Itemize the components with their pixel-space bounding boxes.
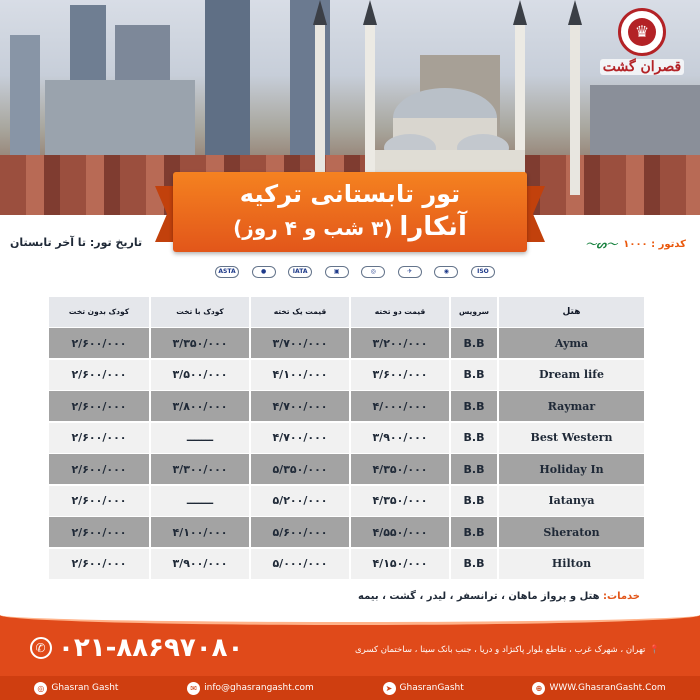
telegram-icon: ➤: [383, 682, 396, 695]
cell-single: ۵/۶۰۰/۰۰۰: [251, 517, 349, 547]
cell-service: B.B: [451, 391, 497, 421]
contact-bar: [0, 676, 700, 700]
phone-icon: ✆: [30, 637, 52, 659]
cell-service: B.B: [451, 486, 497, 516]
address: [355, 645, 660, 655]
col-hotel: هتل: [499, 297, 644, 327]
globe-icon: ⊕: [532, 682, 545, 695]
location-pin-icon: 📍: [649, 645, 660, 655]
cell-child-no-bed: ۲/۶۰۰/۰۰۰: [49, 391, 149, 421]
cell-hotel: Ayma: [499, 328, 644, 358]
crest-icon: ♛: [628, 18, 656, 46]
cell-single: ۳/۷۰۰/۰۰۰: [251, 328, 349, 358]
cell-child-with-bed: ۳/۳۵۰/۰۰۰: [151, 328, 249, 358]
cell-double: ۴/۱۵۰/۰۰۰: [351, 549, 449, 579]
col-child-no-bed: کودک بدون تخت: [49, 297, 149, 327]
col-double: قیمت دو تخته: [351, 297, 449, 327]
cell-child-no-bed: ۲/۶۰۰/۰۰۰: [49, 360, 149, 390]
footer-wave: [0, 615, 700, 625]
cell-child-with-bed: ـــــــ: [151, 423, 249, 453]
cell-single: ۴/۷۰۰/۰۰۰: [251, 423, 349, 453]
cell-hotel: Best Western: [499, 423, 644, 453]
phone-number[interactable]: [30, 633, 243, 663]
phone-text: ۰۲۱-۸۸۶۹۷۰۸۰: [58, 633, 244, 663]
cell-child-with-bed: ـــــــ: [151, 486, 249, 516]
services-line: [358, 591, 640, 602]
col-service: سرویس: [451, 297, 497, 327]
skyline-building: [10, 35, 40, 175]
cell-single: ۵/۳۵۰/۰۰۰: [251, 454, 349, 484]
badge-iata: IATA: [288, 266, 312, 278]
instagram-link[interactable]: [34, 682, 118, 695]
cell-single: ۴/۷۰۰/۰۰۰: [251, 391, 349, 421]
cell-child-with-bed: ۳/۵۰۰/۰۰۰: [151, 360, 249, 390]
agency-signature-icon: 〜ᔕ〜: [585, 238, 618, 251]
cell-child-no-bed: ۲/۶۰۰/۰۰۰: [49, 486, 149, 516]
skyline-building: [205, 0, 250, 175]
cell-double: ۳/۹۰۰/۰۰۰: [351, 423, 449, 453]
telegram-link[interactable]: [383, 682, 464, 695]
footer: [0, 615, 700, 700]
tour-code-block: [573, 236, 686, 252]
services-text: هتل و پرواز ماهان ، ترانسفر ، لیدر ، گشت ، بیمه: [358, 591, 600, 602]
table-row: [48, 517, 645, 549]
badge-wings-icon: ✈: [398, 266, 422, 278]
cell-hotel: Raymar: [499, 391, 644, 421]
cell-child-with-bed: ۳/۸۰۰/۰۰۰: [151, 391, 249, 421]
badge-certificate-icon: ▣: [325, 266, 349, 278]
cell-child-with-bed: ۳/۹۰۰/۰۰۰: [151, 549, 249, 579]
email-icon: ✉: [187, 682, 200, 695]
cell-single: ۵/۰۰۰/۰۰۰: [251, 549, 349, 579]
tour-subtitle: [173, 212, 527, 242]
badge-asta: ASTA: [215, 266, 239, 278]
cell-single: ۵/۲۰۰/۰۰۰: [251, 486, 349, 516]
table-row: [48, 359, 645, 391]
col-single: قیمت یک تخته: [251, 297, 349, 327]
brand-name: قصران گشت: [600, 59, 684, 75]
email-text: info@ghasrangasht.com: [204, 683, 314, 693]
cell-service: B.B: [451, 549, 497, 579]
table-row: [48, 454, 645, 486]
tour-city: آنکارا: [399, 212, 467, 242]
instagram-text: Ghasran Gasht: [51, 683, 119, 693]
cell-service: B.B: [451, 517, 497, 547]
cell-child-no-bed: ۲/۶۰۰/۰۰۰: [49, 423, 149, 453]
tour-code: کدتور : ۱۰۰۰: [623, 238, 686, 250]
badge-award-icon: ◎: [361, 266, 385, 278]
tour-title: تور تابستانی ترکیه: [239, 180, 461, 208]
col-child-with-bed: کودک با تخت: [151, 297, 249, 327]
table-row: [48, 422, 645, 454]
table-header: [48, 296, 645, 328]
instagram-icon: ◎: [34, 682, 47, 695]
badge-seal-icon: ●: [252, 266, 276, 278]
cell-single: ۴/۱۰۰/۰۰۰: [251, 360, 349, 390]
table-row: [48, 391, 645, 423]
table-row: [48, 328, 645, 360]
email-link[interactable]: [187, 682, 314, 695]
website-text: WWW.GhasranGasht.Com: [549, 683, 666, 693]
cell-child-no-bed: ۲/۶۰۰/۰۰۰: [49, 549, 149, 579]
cell-double: ۴/۳۵۰/۰۰۰: [351, 454, 449, 484]
cell-double: ۴/۰۰۰/۰۰۰: [351, 391, 449, 421]
cell-hotel: Holiday In: [499, 454, 644, 484]
cell-service: B.B: [451, 423, 497, 453]
table-row: [48, 485, 645, 517]
cell-double: ۳/۶۰۰/۰۰۰: [351, 360, 449, 390]
cell-child-no-bed: ۲/۶۰۰/۰۰۰: [49, 328, 149, 358]
tour-duration: (۳ شب و ۴ روز): [233, 216, 393, 240]
cell-child-with-bed: ۳/۳۰۰/۰۰۰: [151, 454, 249, 484]
cell-double: ۴/۳۵۰/۰۰۰: [351, 486, 449, 516]
price-table: [48, 296, 645, 580]
ribbon-body: [173, 172, 527, 252]
logo-emblem: [618, 8, 666, 56]
cell-hotel: Iatanya: [499, 486, 644, 516]
cell-child-with-bed: ۴/۱۰۰/۰۰۰: [151, 517, 249, 547]
tour-date: تاریخ تور: تا آخر تابستان: [10, 236, 143, 249]
cell-service: B.B: [451, 328, 497, 358]
badge-globe-icon: ◉: [434, 266, 458, 278]
title-ribbon: [155, 172, 545, 260]
badge-iso: ISO: [471, 266, 495, 278]
cell-service: B.B: [451, 360, 497, 390]
table-row: [48, 548, 645, 580]
cell-child-no-bed: ۲/۶۰۰/۰۰۰: [49, 454, 149, 484]
cell-double: ۳/۲۰۰/۰۰۰: [351, 328, 449, 358]
address-text: تهران ، شهرک غرب ، تقاطع بلوار پاکنژاد و دریا ، جنب بانک سینا ، ساختمان کسری: [355, 645, 646, 655]
brand-logo: [600, 8, 684, 75]
cell-hotel: Dream life: [499, 360, 644, 390]
cell-hotel: Hilton: [499, 549, 644, 579]
telegram-text: GhasranGasht: [399, 683, 464, 693]
cell-service: B.B: [451, 454, 497, 484]
website-link[interactable]: [532, 682, 665, 695]
services-label: خدمات:: [603, 591, 640, 602]
cell-double: ۴/۵۵۰/۰۰۰: [351, 517, 449, 547]
cell-child-no-bed: ۲/۶۰۰/۰۰۰: [49, 517, 149, 547]
certification-badges: [215, 264, 495, 280]
cell-hotel: Sheraton: [499, 517, 644, 547]
